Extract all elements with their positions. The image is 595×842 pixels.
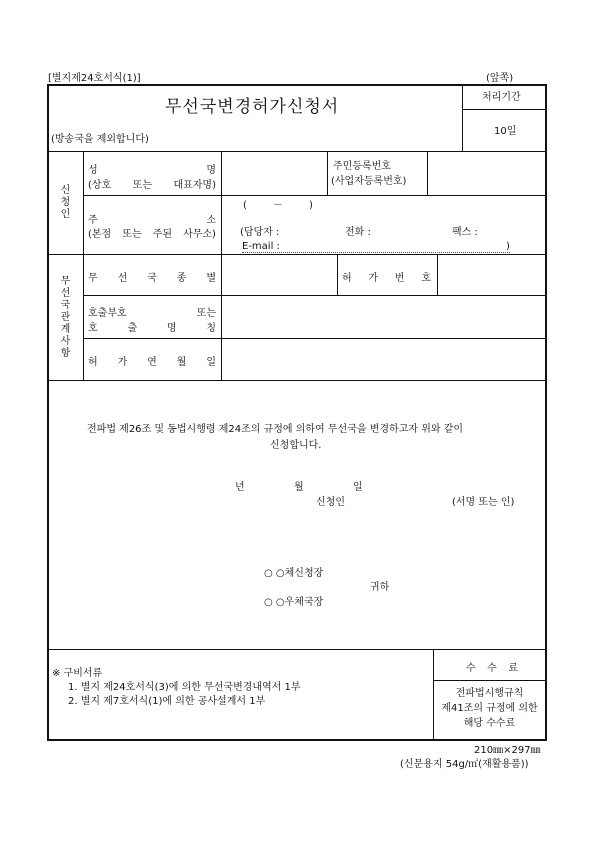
- phone-paren-dash: －: [273, 200, 283, 211]
- fee-label: 수 수 료: [466, 663, 518, 674]
- frame-top: [47, 84, 547, 86]
- license-date-field[interactable]: [222, 339, 545, 380]
- name-label: 성 명: [88, 165, 216, 176]
- form-title: 무선국변경허가신청서: [165, 97, 340, 117]
- document-item: 2. 별지 제7호서식(1)에 의한 공사설계서 1부: [68, 696, 266, 707]
- callsign-label-1: 호출부호 또는: [88, 308, 216, 319]
- statement-line-2: 신청합니다.: [270, 440, 322, 451]
- signature-note: (서명 또는 인): [452, 497, 515, 508]
- paper-type: (신문용지 54g/㎡(재활용품)): [400, 759, 529, 770]
- contact-person-label: (담당자 :: [240, 227, 280, 238]
- contact-fax-label: 팩스 :: [452, 227, 478, 238]
- email-underline: [242, 252, 510, 253]
- documents-title: ※ 구비서류: [52, 668, 103, 679]
- side-indicator: (앞쪽): [486, 73, 514, 84]
- callsign-field[interactable]: [222, 296, 545, 338]
- frame-bottom: [47, 739, 547, 741]
- document-item: 1. 별지 제24호서식(3)에 의한 무선국변경내역서 1부: [68, 682, 301, 693]
- signature-field[interactable]: [355, 494, 445, 510]
- form-number: [별지제24호서식(1)]: [48, 73, 141, 84]
- address-label: 주 소: [88, 215, 216, 226]
- applicant-signature-label: 신청인: [316, 497, 345, 508]
- addressee-honorific: 귀하: [370, 582, 390, 593]
- excluded-note: (방송국을 제외합니다): [51, 134, 149, 145]
- callsign-label-2: 호 출 명 칭: [88, 323, 216, 334]
- license-date-label: 허 가 연 월 일: [88, 357, 216, 368]
- contact-phone-label: 전화 :: [345, 227, 371, 238]
- processing-period-value: 10일: [494, 126, 517, 137]
- paper-size: 210㎜×297㎜: [474, 745, 541, 756]
- contact-email-label: E-mail :: [242, 241, 280, 252]
- station-type-field[interactable]: [222, 255, 336, 295]
- station-type-label: 무 선 국 종 별: [88, 273, 216, 284]
- addressee-2: ○ ○우체국장: [264, 597, 324, 608]
- phone-paren-close: ): [309, 200, 313, 211]
- addressee-1: ○ ○체신청장: [264, 568, 324, 579]
- date-year: 년: [235, 482, 245, 493]
- processing-period-label: 처리기간: [482, 92, 521, 103]
- frame-right: [545, 84, 547, 740]
- phone-paren-open: (: [243, 200, 247, 211]
- id-number-label: 주민등록번호: [333, 161, 391, 172]
- date-month: 월: [294, 482, 304, 493]
- id-number-sublabel: (사업자등록번호): [331, 176, 407, 187]
- fee-description: 전파법시행규칙 제41조의 규정에 의한 해당 수수료: [441, 688, 538, 729]
- date-day: 일: [353, 482, 363, 493]
- station-section-label: 무 선 국 관 계 사 항: [60, 275, 71, 359]
- contact-close-paren: ): [506, 241, 510, 252]
- name-field[interactable]: [222, 152, 326, 195]
- license-number-label: 허 가 번 호: [342, 273, 431, 284]
- id-number-field[interactable]: [428, 152, 545, 195]
- statement-line-1: 전파법 제26조 및 동법시행령 제24조의 규정에 의하여 무선국을 변경하고자 위와 같이: [87, 424, 464, 435]
- applicant-section-label: 신 청 인: [60, 185, 71, 220]
- address-sublabel: (본점 또는 주된 사무소): [88, 229, 216, 240]
- license-number-field[interactable]: [438, 255, 545, 295]
- name-sublabel: (상호 또는 대표자명): [88, 180, 216, 191]
